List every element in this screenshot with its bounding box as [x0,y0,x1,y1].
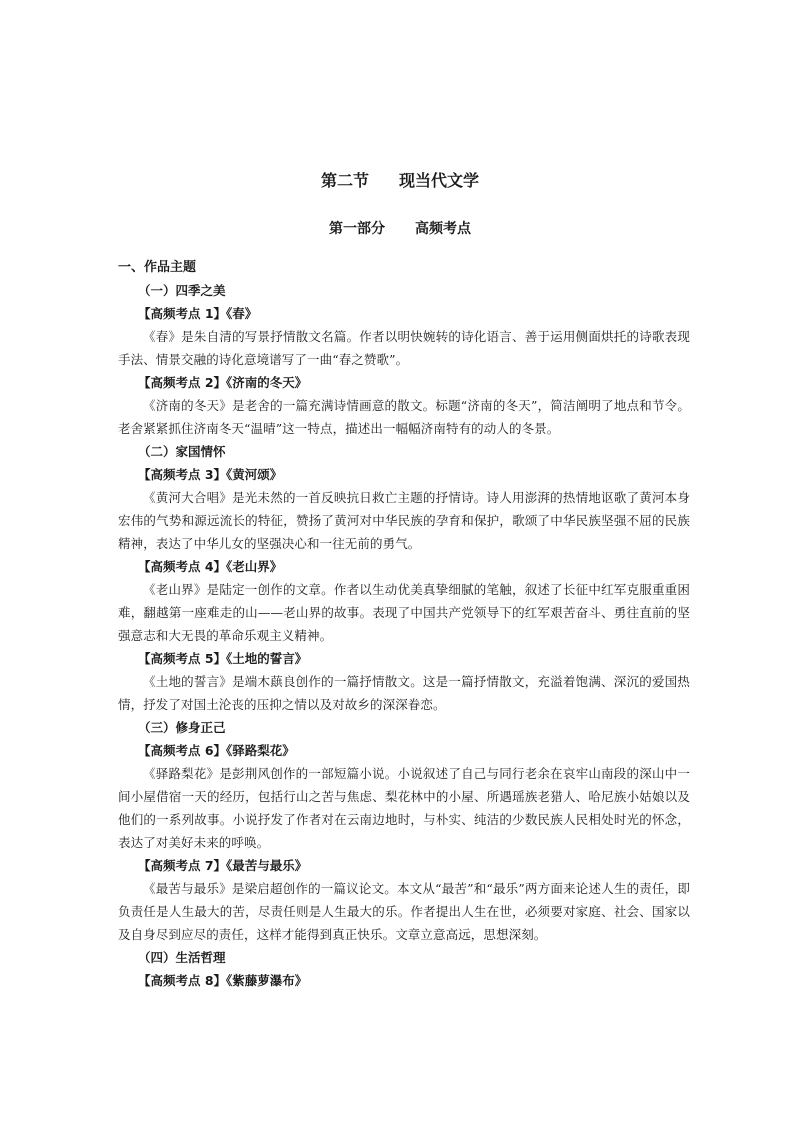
keypoint-title: 【高频考点 7】《最苦与最乐》 [138,858,308,873]
keypoint-title: 【高频考点 1】《春》 [138,306,258,321]
keypoint-text: 《春》是朱自清的写景抒情散文名篇。作者以明快婉转的诗化语言、善于运用侧面烘托的诗歌表现手法、情景交融的诗化意境谱写了一曲“春之赞歌”。 [118,329,690,367]
keypoint-text: 《济南的冬天》是老舍的一篇充满诗情画意的散文。标题“济南的冬天”，简洁阐明了地点和节令。老舍紧紧抓住济南冬天“温晴”这一特点，描述出一幅幅济南特有的动人的冬景。 [118,398,690,436]
keypoint-text: 《最苦与最乐》是梁启超创作的一篇议论文。本文从“最苦”和“最乐”两方面来论述人生的责任，即负责任是人生最大的苦，尽责任则是人生最大的乐。作者提出人生在世，必须要对家庭、社会、国家以及自身尽到应尽的责任，这样才能得到真正快乐。文章立意高远，思想深刻。 [118,881,690,942]
part-number: 第一部分 [329,221,385,237]
keypoint-title: 【高频考点 3】《黄河颂》 [138,467,283,482]
topic-heading: （三）修身正己 [138,720,226,735]
section-number: 第二节 [320,171,369,190]
keypoint-title: 【高频考点 4】《老山界》 [138,559,283,574]
keypoint-title: 【高频考点 2】《济南的冬天》 [138,375,308,390]
keypoint-title: 【高频考点 6】《驿路梨花》 [138,743,295,758]
keypoint-title: 【高频考点 5】《土地的誓言》 [138,651,308,666]
section-title [0,168,800,191]
heading-level1: 一、作品主题 [118,260,197,275]
part-title [0,218,800,238]
keypoint-text: 《土地的誓言》是端木蕻良创作的一篇抒情散文。这是一篇抒情散文，充溢着饱满、深沉的爱国热情，抒发了对国土沦丧的压抑之情以及对故乡的深深眷恋。 [118,674,690,712]
keypoint-title: 【高频考点 8】《紫藤萝瀑布》 [138,973,308,988]
topic-heading: （四）生活哲理 [138,950,226,965]
part-name: 高频考点 [415,221,471,237]
topic-heading: （二）家国情怀 [138,444,226,459]
topic-heading: （一）四季之美 [138,283,226,298]
keypoint-text: 《驿路梨花》是彭荆风创作的一部短篇小说。小说叙述了自己与同行老余在哀牢山南段的深山中一间小屋借宿一天的经历，包括行山之苦与焦虑、梨花林中的小屋、所遇瑶族老猎人、哈尼族小姑娘以及他们的一系列故事。小说抒发了作者对在云南边地时，与朴实、纯洁的少数民族人民相处时光的怀念，表达了对美好未来的呼唤。 [118,766,690,850]
section-name: 现当代文学 [399,171,480,190]
content-body [118,256,690,992]
keypoint-text: 《黄河大合唱》是光未然的一首反映抗日救亡主题的抒情诗。诗人用澎湃的热情地讴歌了黄河本身宏伟的气势和源远流长的特征，赞扬了黄河对中华民族的孕育和保护，歌颂了中华民族坚强不屈的民族精神，表达了中华儿女的坚强决心和一往无前的勇气。 [118,490,690,551]
keypoint-text: 《老山界》是陆定一创作的文章。作者以生动优美真挚细腻的笔触，叙述了长征中红军克服重重困难，翻越第一座难走的山——老山界的故事。表现了中国共产党领导下的红军艰苦奋斗、勇往直前的坚强意志和大无畏的革命乐观主义精神。 [118,582,690,643]
